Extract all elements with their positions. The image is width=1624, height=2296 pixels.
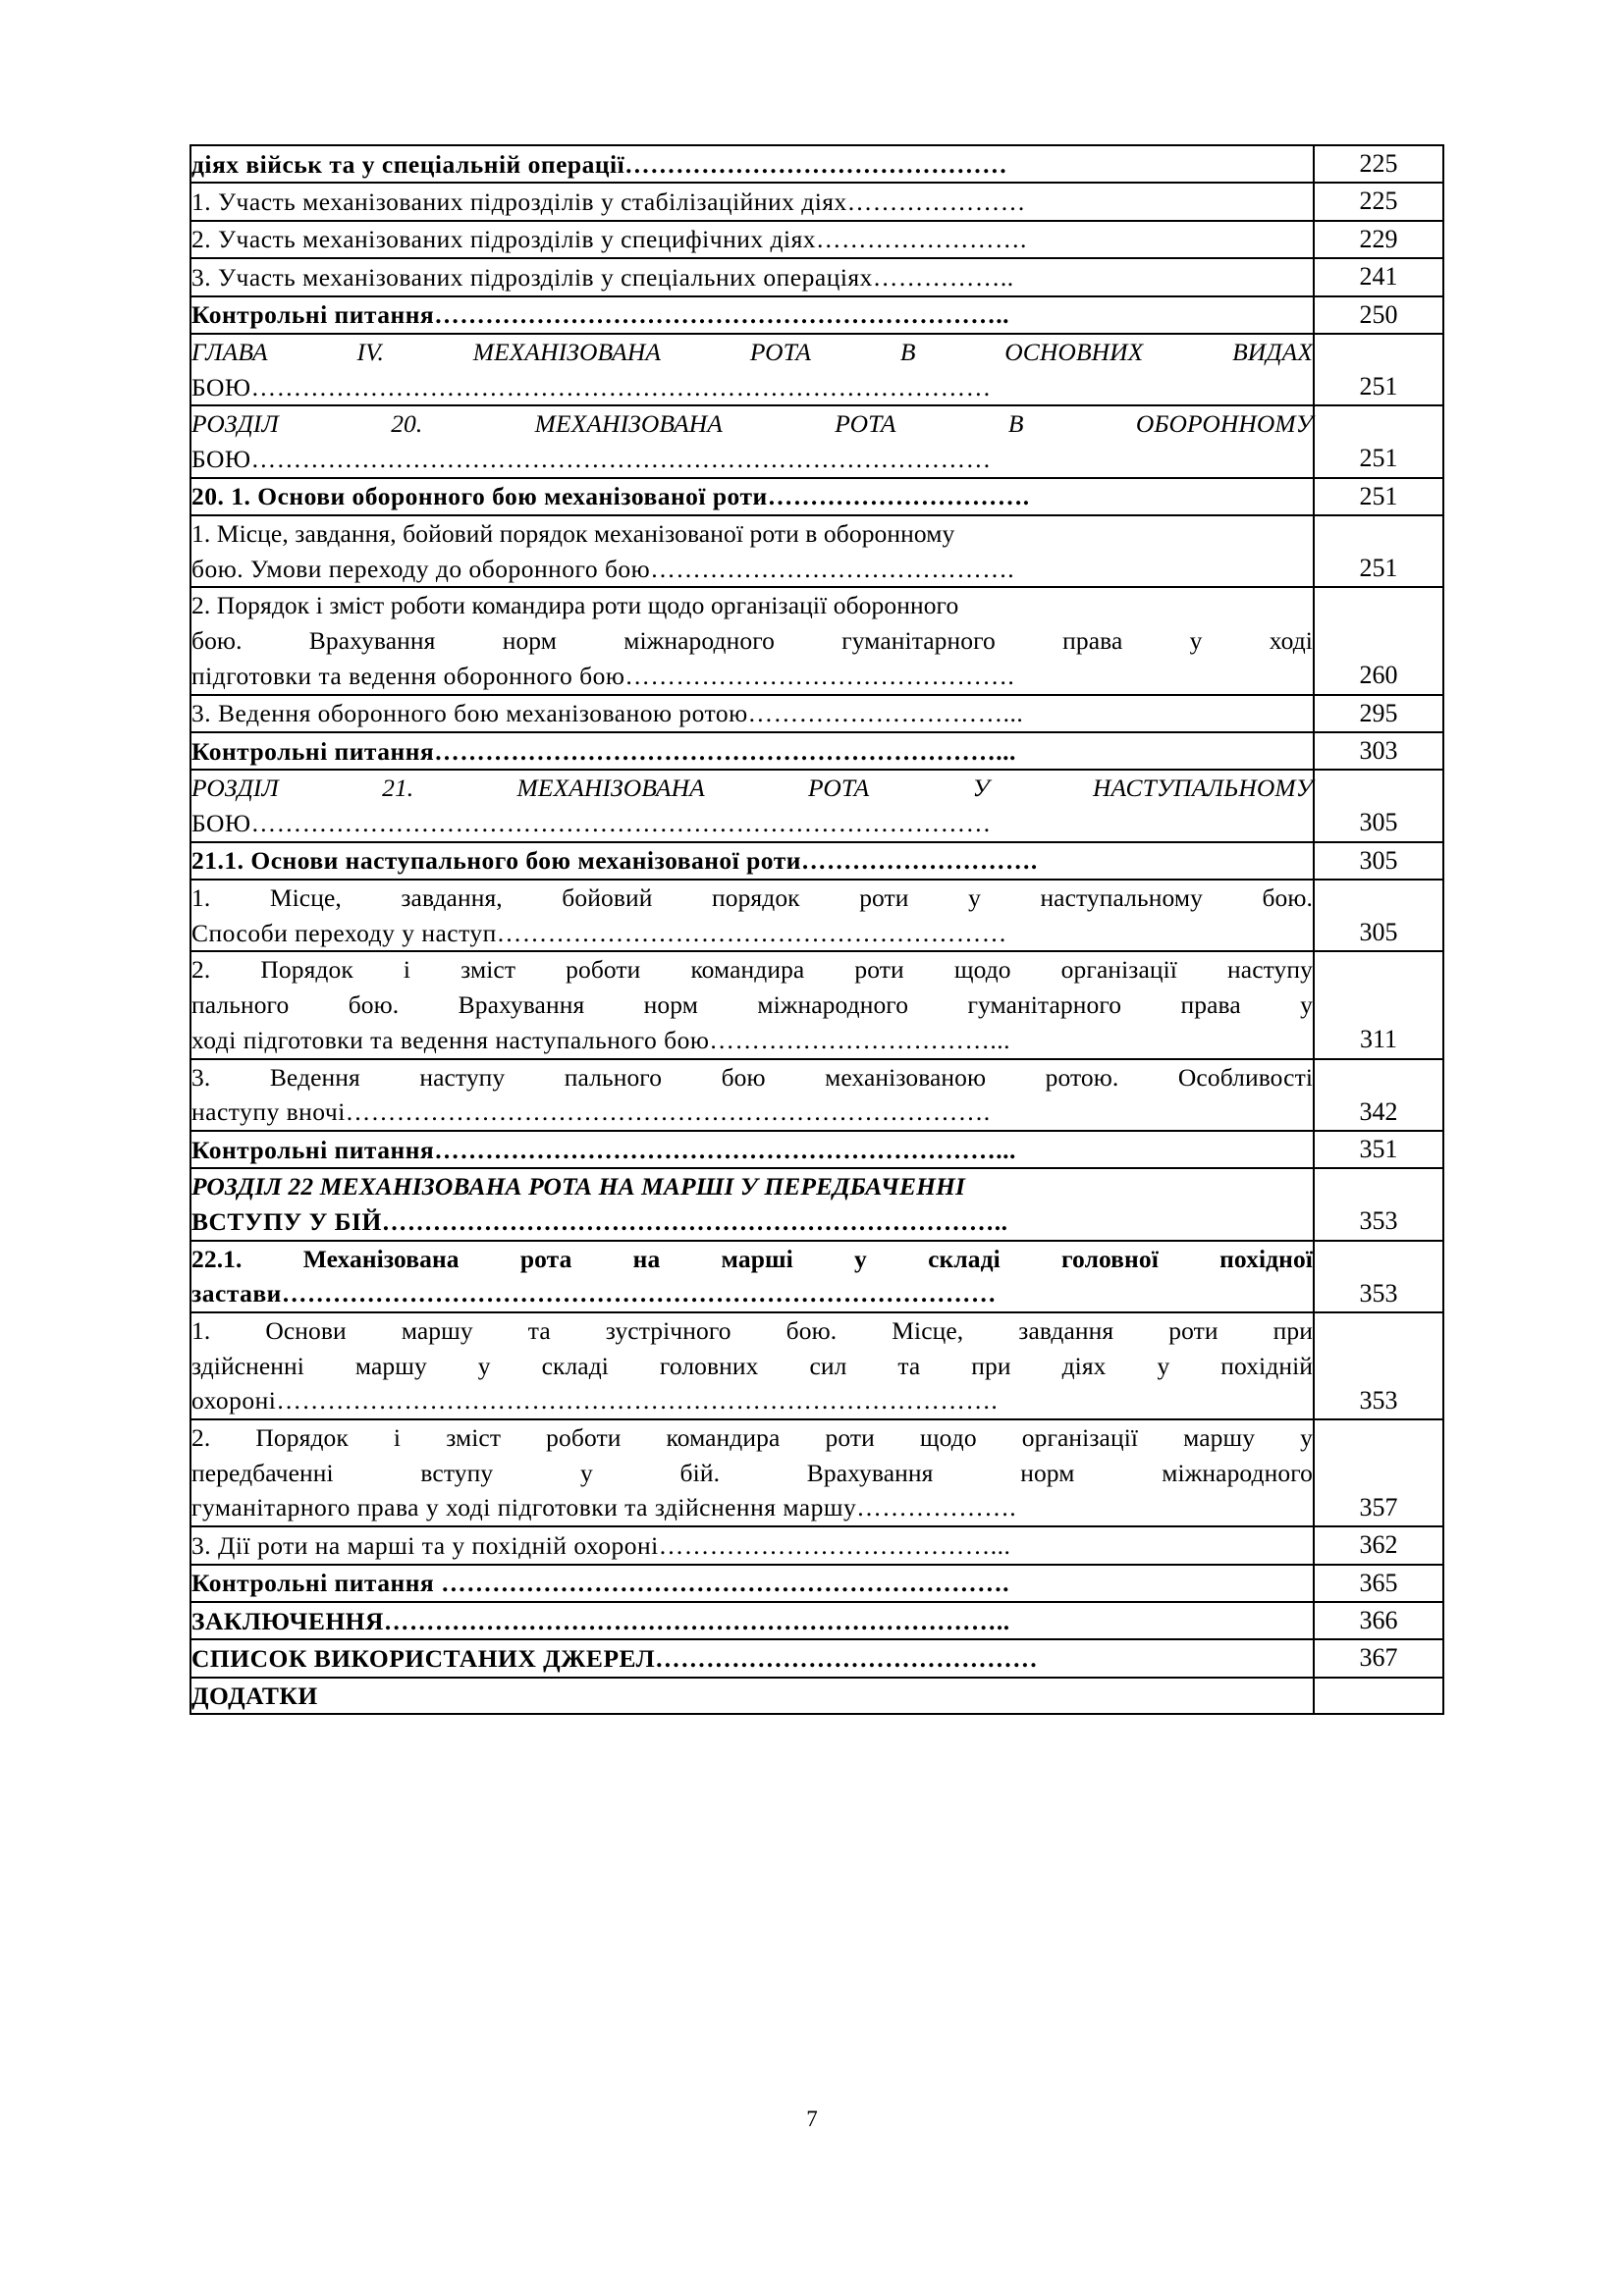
toc-entry-title xyxy=(190,1312,1314,1419)
toc-entry-title: ЗАКЛЮЧЕННЯ……………………………………………………………….. xyxy=(190,1602,1314,1639)
toc-entry-title-line: застави………………………………………………………………………… xyxy=(191,1279,997,1308)
toc-entry-title xyxy=(190,515,1314,587)
table-row xyxy=(190,732,1443,770)
toc-entry-page: 295 xyxy=(1314,695,1443,732)
table-row xyxy=(190,1639,1443,1677)
toc-entry-page: 303 xyxy=(1314,732,1443,770)
toc-entry-title xyxy=(190,1059,1314,1131)
toc-entry-title-line: 22.1. Механізована рота на марші у складі головної похідної xyxy=(191,1244,1313,1273)
toc-entry-title-line: РОЗДІЛ 22 МЕХАНІЗОВАНА РОТА НА МАРШІ У ПЕРЕДБАЧЕННІ xyxy=(191,1172,965,1201)
table-row xyxy=(190,1602,1443,1639)
toc-entry-title-line: ВСТУПУ У БІЙ……………………………………………………………….. xyxy=(191,1206,1008,1236)
toc-entry-title-line: РОЗДІЛ 21. МЕХАНІЗОВАНА РОТА У НАСТУПАЛЬНОМУ xyxy=(191,774,1313,803)
toc-entry-page: 353 xyxy=(1314,1168,1443,1240)
toc-entry-page: 251 xyxy=(1314,478,1443,515)
table-row xyxy=(190,258,1443,295)
toc-entry-page xyxy=(1314,1678,1443,1715)
toc-entry-title-line: БОЮ…………………………………………………………………………… xyxy=(191,372,992,401)
toc-entry-title xyxy=(190,951,1314,1058)
toc-entry-page: 305 xyxy=(1314,880,1443,951)
table-row xyxy=(190,880,1443,951)
table-row xyxy=(190,478,1443,515)
toc-entry-page: 357 xyxy=(1314,1419,1443,1526)
table-row xyxy=(190,515,1443,587)
toc-entry-title xyxy=(190,770,1314,841)
toc-entry-page: 241 xyxy=(1314,258,1443,295)
toc-entry-title-line: 1. Основи маршу та зустрічного бою. Місце, завдання роти при xyxy=(191,1316,1313,1346)
toc-entry-page: 305 xyxy=(1314,770,1443,841)
table-row xyxy=(190,1131,1443,1168)
toc-entry-title xyxy=(190,587,1314,694)
table-row xyxy=(190,1312,1443,1419)
toc-entry-page: 353 xyxy=(1314,1312,1443,1419)
toc-entry-title: Контрольні питання …………………………………………………………. xyxy=(190,1565,1314,1602)
toc-entry-title: ДОДАТКИ xyxy=(190,1678,1314,1715)
toc-entry-title-line: ході підготовки та ведення наступального бою……………………………... xyxy=(191,1025,1011,1054)
toc-entry-title: діях військ та у спеціальній операції……………………………………… xyxy=(190,145,1314,183)
toc-entry-title-line: 2. Порядок і зміст роботи командира роти щодо організації оборонного xyxy=(191,591,959,620)
toc-entry-title xyxy=(190,1168,1314,1240)
toc-entry-page: 305 xyxy=(1314,842,1443,880)
toc-entry-title xyxy=(190,405,1314,477)
table-row xyxy=(190,1059,1443,1131)
toc-entry-title-line: БОЮ…………………………………………………………………………… xyxy=(191,445,992,474)
toc-entry-page: 353 xyxy=(1314,1241,1443,1312)
toc-entry-title: 1. Участь механізованих підрозділів у стабілізаційних діях………………… xyxy=(190,183,1314,220)
toc-entry-title-line: 2. Порядок і зміст роботи командира роти щодо організації маршу у xyxy=(191,1423,1313,1453)
toc-entry-page: 225 xyxy=(1314,145,1443,183)
toc-entry-title: СПИСОК ВИКОРИСТАНИХ ДЖЕРЕЛ……………………………………… xyxy=(190,1639,1314,1677)
table-row xyxy=(190,587,1443,694)
toc-entry-page: 250 xyxy=(1314,296,1443,334)
toc-entry-title-line: 2. Порядок і зміст роботи командира роти щодо організації наступу xyxy=(191,955,1313,985)
table-row xyxy=(190,183,1443,220)
toc-entry-page: 251 xyxy=(1314,515,1443,587)
toc-entry-title: 21.1. Основи наступального бою механізованої роти………………………. xyxy=(190,842,1314,880)
toc-entry-title: 3. Дії роти на марші та у похідній охороні…………………………………... xyxy=(190,1526,1314,1564)
toc-entry-title-line: наступу вночі…………………………………………………………………. xyxy=(191,1097,991,1127)
table-row xyxy=(190,296,1443,334)
toc-entry-title-line: 1. Місце, завдання, бойовий порядок роти у наступальному бою. xyxy=(191,883,1313,913)
toc-entry-page: 251 xyxy=(1314,334,1443,405)
toc-entry-title-line: 1. Місце, завдання, бойовий порядок механізованої роти в оборонному xyxy=(191,519,955,549)
toc-entry-page: 342 xyxy=(1314,1059,1443,1131)
table-row xyxy=(190,770,1443,841)
toc-entry-title: 2. Участь механізованих підрозділів у специфічних діях……………………. xyxy=(190,221,1314,258)
table-row xyxy=(190,1565,1443,1602)
toc-entry-page: 311 xyxy=(1314,951,1443,1058)
toc-entry-page: 229 xyxy=(1314,221,1443,258)
table-row xyxy=(190,695,1443,732)
toc-entry-title-line: РОЗДІЛ 20. МЕХАНІЗОВАНА РОТА В ОБОРОННОМУ xyxy=(191,409,1313,439)
toc-entry-page: 362 xyxy=(1314,1526,1443,1564)
toc-entry-title-line: підготовки та ведення оборонного бою………………………………………. xyxy=(191,661,1015,690)
toc-entry-title-line: Способи переходу у наступ…………………………………………………… xyxy=(191,918,1007,947)
toc-entry-page: 260 xyxy=(1314,587,1443,694)
page-number: 7 xyxy=(806,2107,818,2131)
toc-entry-title: Контрольні питання…………………………………………………………... xyxy=(190,1131,1314,1168)
toc-entry-title-line: ГЛАВА IV. МЕХАНІЗОВАНА РОТА В ОСНОВНИХ ВИДАХ xyxy=(191,337,1313,366)
toc-entry-title-line: гуманітарного права у ході підготовки та здійснення маршу………………. xyxy=(191,1493,1017,1522)
table-row xyxy=(190,951,1443,1058)
toc-entry-page: 351 xyxy=(1314,1131,1443,1168)
table-row xyxy=(190,1526,1443,1564)
table-row xyxy=(190,1419,1443,1526)
toc-entry-title-line: бою. Умови переходу до оборонного бою……………………………………. xyxy=(191,554,1015,583)
toc-entry-title xyxy=(190,1241,1314,1312)
toc-entry-title-line: бою. Врахування норм міжнародного гуманітарного права у ході xyxy=(191,626,1313,656)
table-row xyxy=(190,1678,1443,1715)
table-row xyxy=(190,1168,1443,1240)
toc-entry-page: 366 xyxy=(1314,1602,1443,1639)
table-row xyxy=(190,221,1443,258)
table-row xyxy=(190,145,1443,183)
table-of-contents xyxy=(189,144,1444,1715)
toc-entry-title xyxy=(190,880,1314,951)
toc-entry-page: 367 xyxy=(1314,1639,1443,1677)
toc-entry-title: Контрольні питання…………………………………………………………... xyxy=(190,732,1314,770)
toc-entry-title: Контрольні питання………………………………………………………….. xyxy=(190,296,1314,334)
table-row xyxy=(190,1241,1443,1312)
toc-entry-title-line: 3. Ведення наступу пального бою механізованою ротою. Особливості xyxy=(191,1062,1313,1092)
table-row xyxy=(190,405,1443,477)
toc-entry-title xyxy=(190,1419,1314,1526)
toc-entry-title xyxy=(190,334,1314,405)
toc-entry-title-line: БОЮ…………………………………………………………………………… xyxy=(191,809,992,837)
toc-entry-page: 251 xyxy=(1314,405,1443,477)
toc-entry-page: 225 xyxy=(1314,183,1443,220)
toc-entry-title: 3. Участь механізованих підрозділів у спеціальних операціях…………….. xyxy=(190,258,1314,295)
toc-entry-title-line: здійсненні маршу у складі головних сил та при діях у похідній xyxy=(191,1351,1313,1380)
toc-entry-title-line: охороні…………………………………………………………………………. xyxy=(191,1386,999,1415)
toc-entry-title-line: пального бою. Врахування норм міжнародного гуманітарного права у xyxy=(191,990,1313,1020)
toc-entry-title: 3. Ведення оборонного бою механізованою ротою…………………………... xyxy=(190,695,1314,732)
toc-entry-title-line: передбаченні вступу у бій. Врахування норм міжнародного xyxy=(191,1458,1313,1487)
toc-entry-page: 365 xyxy=(1314,1565,1443,1602)
table-row xyxy=(190,842,1443,880)
table-row xyxy=(190,334,1443,405)
toc-entry-title: 20. 1. Основи оборонного бою механізованої роти…………………………. xyxy=(190,478,1314,515)
